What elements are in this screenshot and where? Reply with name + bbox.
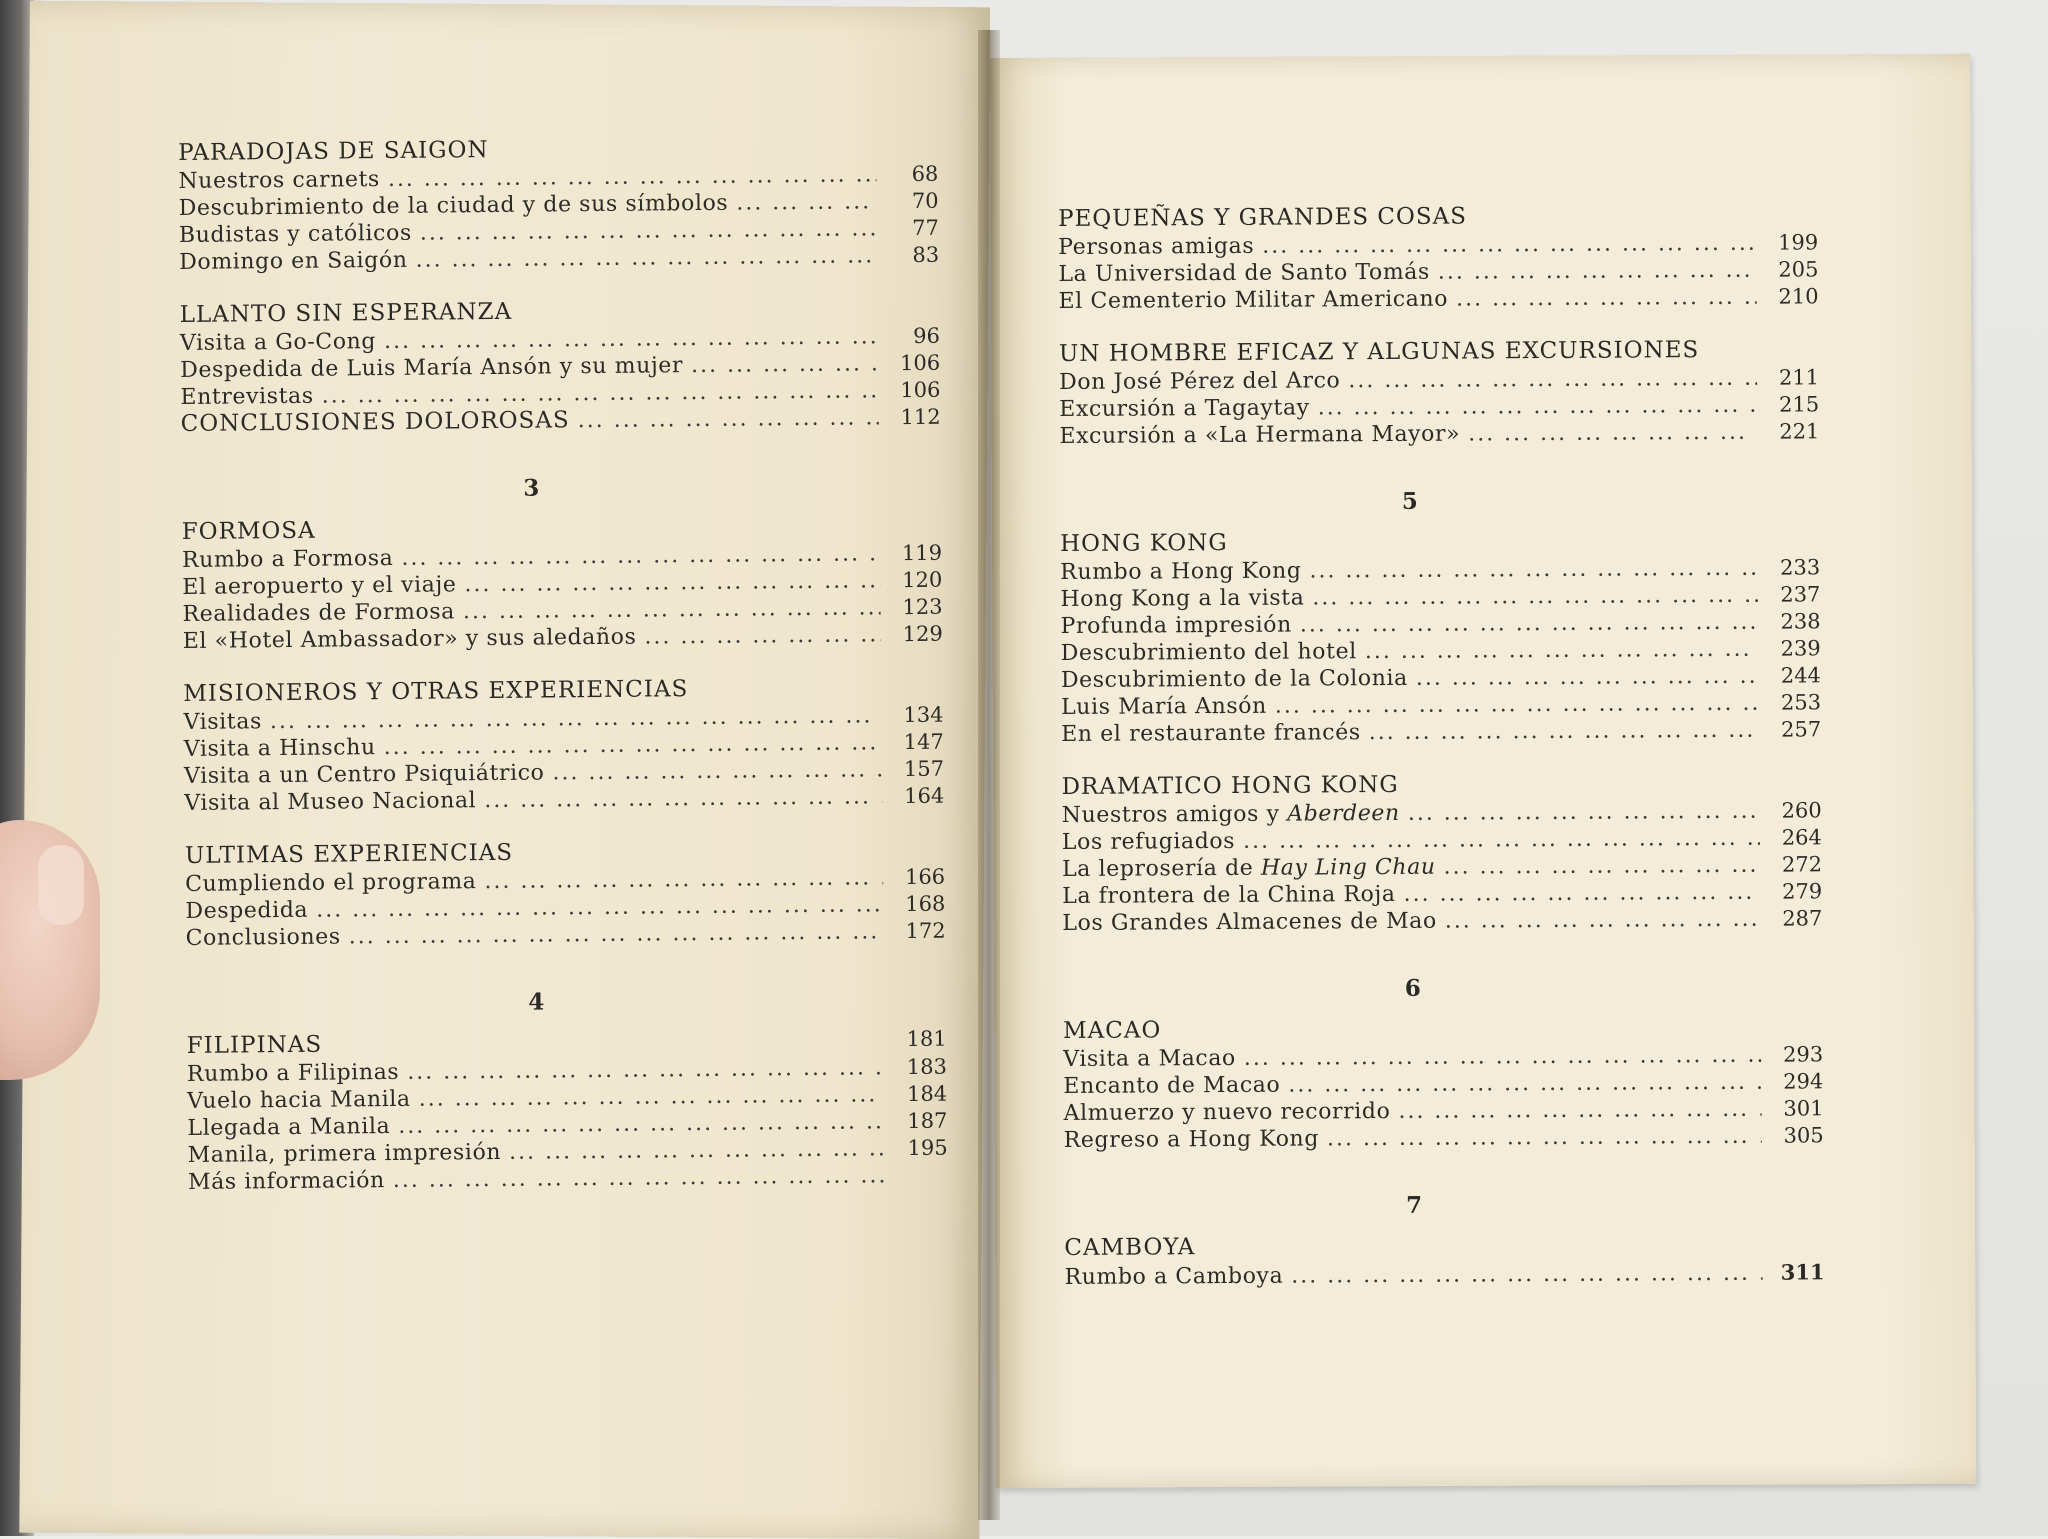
toc-section [180, 295, 941, 438]
entry-label: Llegada a Manila [187, 1113, 390, 1142]
page-number: 244 [1769, 662, 1821, 689]
section-title: DRAMATICO HONG KONG [1061, 769, 1821, 800]
page-number: 112 [889, 404, 941, 431]
page-number: 311 [1772, 1258, 1824, 1285]
entry-label: Excursión a Tagaytay [1059, 394, 1310, 423]
page-number: 253 [1769, 689, 1821, 716]
entry-label: Manila, primera impresión [188, 1139, 502, 1169]
page-number: 70 [886, 188, 938, 215]
leader-dots [1408, 798, 1760, 827]
section-title: HONG KONG [1060, 526, 1820, 557]
page-number: 168 [893, 891, 945, 918]
leader-dots [463, 594, 881, 625]
entry-label: El aeropuerto y el viaje [182, 571, 456, 601]
page-number: 294 [1771, 1068, 1823, 1095]
chapter-number: 3 [181, 471, 941, 505]
entry-label: Nuestros carnets [178, 166, 380, 195]
entry-label: Rumbo a Filipinas [187, 1059, 400, 1088]
page-number: 287 [1770, 905, 1822, 932]
entry-label-text: La leprosería de [1062, 856, 1261, 882]
thumbnail-highlight [38, 845, 84, 925]
entry-label: Entrevistas [180, 383, 313, 411]
leader-dots [691, 350, 878, 379]
entry-label: Don José Pérez del Arco [1059, 367, 1340, 396]
leader-dots [1291, 1260, 1762, 1290]
entry-label: El «Hotel Ambassador» y sus aledaños [183, 624, 637, 655]
page-number: 106 [888, 350, 940, 377]
entry-label: Los refugiados [1062, 828, 1235, 856]
toc-entry [1062, 905, 1822, 937]
entry-label: Más información [188, 1167, 385, 1196]
chapter-number: 4 [186, 985, 946, 1019]
page-number: 233 [1768, 554, 1820, 581]
leader-dots [349, 918, 884, 950]
leader-dots [415, 242, 877, 273]
leader-dots [393, 1162, 886, 1194]
toc-section [187, 1026, 949, 1196]
page-number: 279 [1770, 878, 1822, 905]
toc-section [1064, 1230, 1824, 1290]
leader-dots [1445, 906, 1761, 935]
page-number: 183 [895, 1054, 947, 1081]
leader-dots [1262, 230, 1756, 260]
entry-label: Cumpliendo el programa [185, 868, 477, 898]
leader-dots [1288, 1069, 1761, 1099]
book-gutter [978, 30, 1000, 1520]
entry-label: Visita a Hinschu [184, 734, 376, 763]
entry-label: Realidades de Formosa [182, 598, 455, 628]
entry-label: Profunda impresión [1060, 612, 1291, 640]
leader-dots [1438, 257, 1757, 286]
toc-entry [1064, 1122, 1824, 1154]
page-number: 195 [896, 1135, 948, 1162]
page-number: 184 [895, 1081, 947, 1108]
entry-label: Visita a un Centro Psiquiátrico [184, 760, 545, 790]
page-number: 187 [895, 1108, 947, 1135]
page-number: 120 [890, 567, 942, 594]
leader-dots [1468, 419, 1757, 448]
entry-label: Descubrimiento del hotel [1061, 638, 1357, 667]
page-number: 157 [892, 756, 944, 783]
page-number: 134 [891, 702, 943, 729]
entry-label: Excursión a «La Hermana Mayor» [1059, 421, 1460, 450]
toc-section [1061, 769, 1822, 937]
page-number: 205 [1766, 256, 1818, 283]
entry-label: La Universidad de Santo Tomás [1058, 259, 1430, 288]
page-number: 129 [891, 621, 943, 648]
entry-label: La frontera de la China Roja [1062, 881, 1396, 910]
leader-dots [1309, 555, 1758, 585]
entry-label: Hong Kong a la vista [1060, 585, 1304, 613]
page-number: 301 [1771, 1095, 1823, 1122]
entry-label: Regreso a Hong Kong [1064, 1125, 1319, 1154]
section-title: ULTIMAS EXPERIENCIAS [185, 836, 945, 869]
entry-label: Luis María Ansón [1061, 693, 1267, 721]
toc-entry [1064, 1258, 1824, 1290]
leader-dots [1416, 663, 1759, 692]
entry-label: Visitas [183, 708, 262, 736]
section-title: FORMOSA [182, 512, 942, 545]
page-number: 239 [1769, 635, 1821, 662]
entry-label: Descubrimiento de la Colonia [1061, 665, 1408, 694]
chapter-number: 6 [1063, 972, 1823, 1004]
leader-dots [484, 783, 882, 814]
section-title: MISIONEROS Y OTRAS EXPERIENCIAS [183, 674, 943, 707]
leader-dots [1456, 284, 1757, 313]
page-number: 210 [1766, 283, 1818, 310]
page-number: 211 [1767, 364, 1819, 391]
entry-label: Vuelo hacia Manila [187, 1086, 411, 1115]
toc-section [1060, 526, 1821, 748]
entry-label: En el restaurante francés [1061, 719, 1361, 748]
page-number: 264 [1770, 824, 1822, 851]
leader-dots [1244, 1042, 1761, 1072]
section-title: CAMBOYA [1064, 1230, 1824, 1261]
page-number: 123 [890, 594, 942, 621]
chapter-number: 5 [1060, 485, 1820, 517]
toc-entry [1059, 283, 1819, 315]
leader-dots [1318, 392, 1758, 422]
toc-section [1063, 1013, 1824, 1154]
leader-dots [1369, 717, 1760, 746]
leader-dots [552, 756, 882, 786]
page-number: 221 [1767, 418, 1819, 445]
page-number: 305 [1772, 1122, 1824, 1149]
entry-label-italic: Hay Ling Chau [1261, 855, 1436, 881]
entry-label-text: Nuestros amigos y [1062, 802, 1288, 828]
page-number: 199 [1766, 229, 1818, 256]
entry-label [1062, 854, 1436, 883]
entry-label: Personas amigas [1058, 233, 1254, 261]
page-number: 293 [1771, 1041, 1823, 1068]
page-number: 260 [1770, 797, 1822, 824]
section-title: UN HOMBRE EFICAZ Y ALGUNAS EXCURSIONES [1059, 336, 1819, 367]
entry-label [1062, 800, 1400, 829]
entry-label: Despedida de Luis María Ansón y su mujer [180, 352, 683, 384]
leader-dots [1275, 690, 1759, 720]
page-number: 119 [890, 540, 942, 567]
leader-dots [1300, 609, 1759, 639]
section-title: LLANTO SIN ESPERANZA [180, 295, 940, 328]
entry-label: Rumbo a Hong Kong [1060, 558, 1301, 586]
page-number: 106 [888, 377, 940, 404]
toc-section [185, 836, 946, 952]
entry-label: Visita al Museo Nacional [184, 787, 476, 817]
toc-section [182, 512, 943, 655]
entry-label-italic: Aberdeen [1287, 801, 1400, 827]
chapter-number: 7 [1064, 1189, 1824, 1221]
page-number: 96 [888, 323, 940, 350]
leader-dots [484, 864, 883, 895]
toc-entry [1061, 716, 1821, 748]
entry-label: Los Grandes Almacenes de Mao [1062, 908, 1437, 937]
entry-label: Almuerzo y nuevo recorrido [1063, 1098, 1390, 1127]
leader-dots [509, 1135, 886, 1166]
leader-dots [644, 621, 881, 650]
page-number: 83 [887, 242, 939, 269]
section-title: PEQUEÑAS Y GRANDES COSAS [1058, 201, 1818, 232]
entry-label: Rumbo a Formosa [182, 545, 394, 574]
page-number: 215 [1767, 391, 1819, 418]
entry-label: Visita a Go-Cong [180, 328, 376, 357]
right-page-toc [1058, 201, 1825, 1316]
leader-dots [1348, 365, 1757, 394]
entry-label: El Cementerio Militar Americano [1059, 286, 1449, 315]
toc-section [178, 133, 939, 276]
leader-dots [1404, 879, 1761, 908]
entry-label: Domingo en Saigón [179, 247, 408, 276]
entry-label: Descubrimiento de la ciudad y de sus símbolos [179, 190, 729, 222]
toc-section [183, 674, 944, 817]
page-number: 147 [892, 729, 944, 756]
page-number: 181 [895, 1027, 947, 1051]
toc-section [1059, 336, 1820, 450]
entry-label: Rumbo a Camboya [1064, 1263, 1283, 1291]
leader-dots [1398, 1096, 1761, 1125]
page-number: 166 [893, 864, 945, 891]
entry-label: Encanto de Macao [1063, 1072, 1280, 1100]
leader-dots [578, 404, 879, 434]
leader-dots [1243, 825, 1760, 855]
toc-section [1058, 201, 1819, 315]
section-title: FILIPINAS [187, 1026, 895, 1059]
toc-entry [1059, 418, 1819, 450]
page-number: 272 [1770, 851, 1822, 878]
leader-dots [1327, 1123, 1762, 1153]
section-title: MACAO [1063, 1013, 1823, 1044]
section-title: PARADOJAS DE SAIGON [178, 133, 938, 166]
entry-label: Despedida [185, 897, 308, 925]
page-number: 164 [892, 783, 944, 810]
leader-dots [464, 567, 880, 598]
entry-label: Visita a Macao [1063, 1045, 1236, 1073]
page-number: 257 [1769, 716, 1821, 743]
leader-dots [1312, 582, 1758, 612]
leader-dots [1444, 852, 1761, 881]
entry-label: Budistas y católicos [179, 220, 412, 249]
page-number: 237 [1768, 581, 1820, 608]
entry-label: CONCLUSIONES DOLOROSAS [181, 407, 570, 438]
leader-dots [736, 188, 877, 216]
page-number: 238 [1768, 608, 1820, 635]
page-number: 77 [887, 215, 939, 242]
page-number: 172 [894, 918, 946, 945]
left-page-toc [178, 133, 948, 1222]
entry-label: Conclusiones [186, 923, 341, 951]
page-number: 68 [886, 161, 938, 188]
leader-dots [1365, 636, 1759, 665]
